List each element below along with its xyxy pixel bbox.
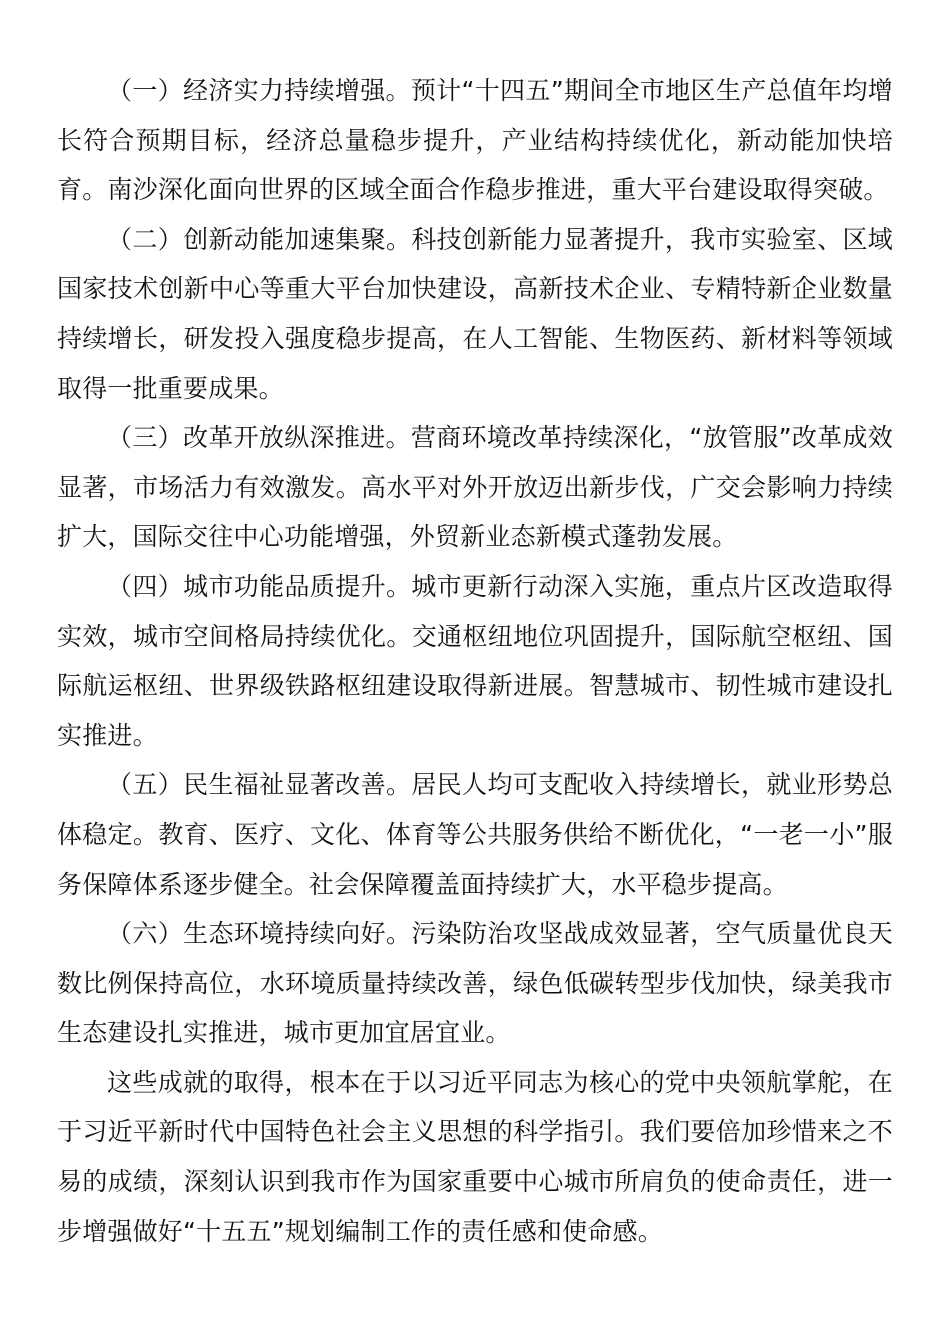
paragraph-innovation: （二）创新动能加速集聚。科技创新能力显著提升，我市实验室、区域国家技术创新中心等重大平台加快建设，高新技术企业、专精特新企业数量持续增长，研发投入强度稳步提高，在人工智能、生物医药、新材料等领域取得一批重要成果。 [57, 224, 893, 403]
paragraph-reform-opening: （三）改革开放纵深推进。营商环境改革持续深化，“放管服”改革成效显著，市场活力有效激发。高水平对外开放迈出新步伐，广交会影响力持续扩大，国际交往中心功能增强，外贸新业态新模式蓬勃发展。 [57, 423, 893, 552]
paragraph-urban-function: （四）城市功能品质提升。城市更新行动深入实施，重点片区改造取得实效，城市空间格局持续优化。交通枢纽地位巩固提升，国际航空枢纽、国际航运枢纽、世界级铁路枢纽建设取得新进展。智慧城市、韧性城市建设扎实推进。 [57, 571, 893, 750]
paragraph-livelihood: （五）民生福祉显著改善。居民人均可支配收入持续增长，就业形势总体稳定。教育、医疗、文化、体育等公共服务供给不断优化，“一老一小”服务保障体系逐步健全。社会保障覆盖面持续扩大，水平稳步提高。 [57, 770, 893, 899]
document-page [57, 66, 893, 1256]
paragraph-economy: （一）经济实力持续增强。预计“十四五”期间全市地区生产总值年均增长符合预期目标，经济总量稳步提升，产业结构持续优化，新动能加快培育。南沙深化面向世界的区域全面合作稳步推进，重大平台建设取得突破。 [57, 76, 893, 205]
paragraph-ecology: （六）生态环境持续向好。污染防治攻坚战成效显著，空气质量优良天数比例保持高位，水环境质量持续改善，绿色低碳转型步伐加快，绿美我市生态建设扎实推进，城市更加宜居宜业。 [57, 919, 893, 1048]
paragraph-conclusion: 这些成就的取得，根本在于以习近平同志为核心的党中央领航掌舵，在于习近平新时代中国特色社会主义思想的科学指引。我们要倍加珍惜来之不易的成绩，深刻认识到我市作为国家重要中心城市所肩负的使命责任，进一步增强做好“十五五”规划编制工作的责任感和使命感。 [57, 1067, 893, 1246]
